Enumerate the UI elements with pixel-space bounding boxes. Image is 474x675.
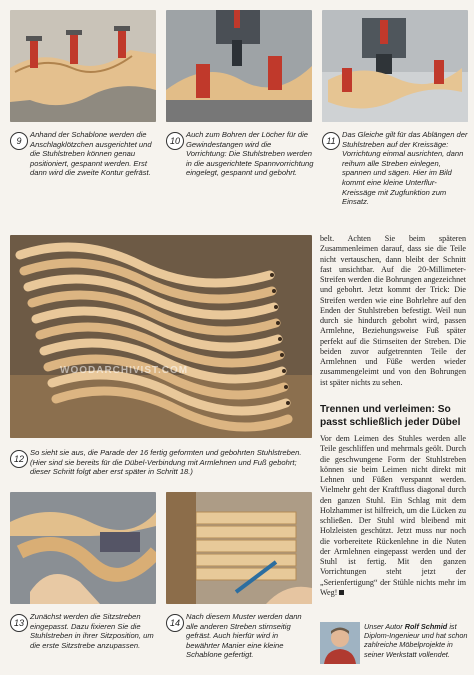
article-heading: Trennen und verleimen: So passt schließlich jeder Dübel	[320, 404, 461, 428]
author-box	[320, 620, 468, 668]
step-number-badge: 11	[322, 132, 340, 150]
step-number-badge: 9	[10, 132, 28, 150]
photo-step-13-seat-slats	[10, 492, 156, 604]
step-caption: So sieht sie aus, die Parade der 16 fertig geformten und gebohrten Stuhlstreben. (Hier sind sie bereits für die Dübel-Verbindung mit Armlehnen und Fuß gebohrt; dieser Schritt folgt aber erst später in Schritt 18.)	[30, 448, 302, 477]
photo-step-11-saw	[322, 10, 468, 122]
watermark: WOODARCHIVIST.COM	[60, 365, 189, 376]
step-caption: Anhand der Schablone werden die Anschlagklötzchen ausgerichtet und die Stuhlstreben können genau positioniert, gespannt werden. Erst dann wird die zweite Kontur gefräst.	[30, 130, 152, 178]
photo-step-14-template	[166, 492, 312, 604]
step-number-badge: 14	[166, 614, 184, 632]
photo-step-9-template-clamping	[10, 10, 156, 122]
author-avatar	[320, 622, 360, 664]
step-caption: Das Gleiche gilt für das Ablängen der Stuhlstreben auf der Kreissäge: Vorrichtung einmal ausrichten, dann reihum alle Streben einlegen, spannen und sägen. Hier im Bild kommt eine kleine Unterflur-Kreissäge mit Zugfunktion zum Einsatz.	[342, 130, 468, 207]
author-lead: Unser Autor	[364, 622, 403, 631]
author-description: ist Diplom-Ingenieur und hat schon zahlreiche Möbelprojekte in seiner Werkstatt vollendet.	[364, 622, 468, 659]
article-paragraph-2	[320, 434, 466, 598]
article-text: belt. Achten Sie beim späteren Zusammenleimen darauf, dass sie die Teile nicht vertauschen, dann bleibt der Schnitt fast unsichtbar. Auf die 20-Millimeter-Streifen werden die Bohrungen angezeichnet und gebohrt. Jetzt kommt der Trick: Die Streifen werden wie eine Bohrlehre auf den Enden der Stuhlstreben befestigt. Weil nun durch sie hindurch gebohrt wird, passen Armlehne, Beziehungsweise Fuß später perfekt auf die Stirnseiten der Streben. Die beiden zuvor aufgetrennten Teile der Armlehnen und Füße werden wieder zusammengeleimt und von den Bohrungen ist später nichts zu sehen.	[320, 234, 466, 387]
author-name: Rolf Schmid	[404, 622, 448, 631]
step-number-badge: 13	[10, 614, 28, 632]
article-paragraph-1	[320, 234, 466, 388]
author-bio	[364, 622, 468, 659]
article-text: Vor dem Leimen des Stuhles werden alle Teile geschliffen und mehrmals geölt. Durch die geschwungene Form der Stuhlstreben können sie beim Leimen nicht direkt mit Lehnen und Füßen verspannt werden. Vielmehr geht der Kraftfluss diagonal durch den ganzen Stuhl. Ein Schlag mit dem Holzhammer ist hilfreich, um die Lücken zu schließen. Der Stuhl wird bleibend mit Holzleisten geschützt. Jetzt muss nur noch die vorbereitete Rückenlehne in die Nuten der Armlehnen eingepasst werden und der Stuhl ist fertig. Mit den ganzen Vorrichtungen steht jetzt der „Serienfertigung“ der Stühle nichts mehr im Weg!	[320, 434, 466, 597]
step-caption: Auch zum Bohren der Löcher für die Gewindestangen wird die Vorrichtung: Die Stuhlstreben werden in die ausgerichtete Spannvorrichtung eingelegt, gespannt und gebohrt.	[186, 130, 314, 178]
photo-step-10-drilling	[166, 10, 312, 122]
step-caption: Zunächst werden die Sitzstreben eingepasst. Dazu fixieren Sie die Stuhlstreben in ihrer Sitzposition, um die erste Sitzstrebe anzupassen.	[30, 612, 154, 650]
step-number-badge: 10	[166, 132, 184, 150]
step-number-badge: 12	[10, 450, 28, 468]
step-caption: Nach diesem Muster werden dann alle anderen Streben stirnseitig gefräst. Auch hierfür wird in bewährter Manier eine kleine Schablone gefertigt.	[186, 612, 302, 660]
end-mark-icon	[339, 590, 344, 595]
photo-step-12-chair-slats	[10, 235, 312, 438]
